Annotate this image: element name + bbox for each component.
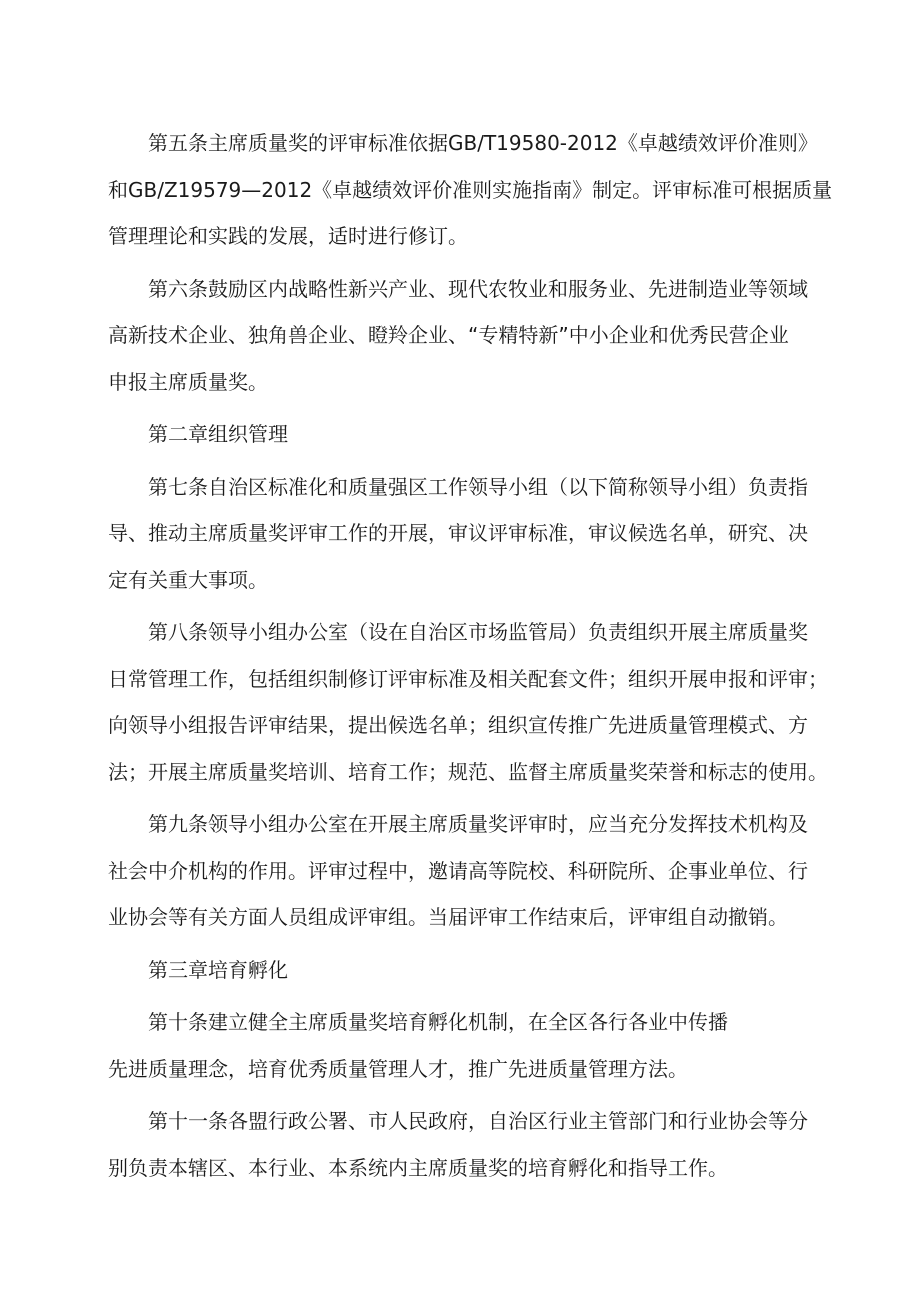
article-7	[108, 464, 820, 604]
text-line: 第八条领导小组办公室（设在自治区市场监管局）负责组织开展主席质量奖	[148, 620, 808, 644]
chapter-title: 第三章培育孵化	[148, 957, 288, 982]
article-11	[108, 1098, 820, 1191]
text-line: 别负责本辖区、本行业、本系统内主席质量奖的培育孵化和指导工作。	[108, 1155, 728, 1180]
text-line: 和GB/Z19579—2012《卓越绩效评价准则实施指南》制定。评审标准可根据质量	[108, 177, 833, 202]
text-line: 第十条建立健全主席质量奖培育孵化机制，在全区各行各业中传播	[148, 1010, 728, 1034]
text-line: 先进质量理念，培育优秀质量管理人才，推广先进质量管理方法。	[108, 1056, 688, 1081]
text-line: 社会中介机构的作用。评审过程中，邀请高等院校、科研院所、企事业单位、行	[108, 858, 808, 883]
text-line: 导、推动主席质量奖评审工作的开展，审议评审标准，审议候选名单，研究、决	[108, 521, 808, 545]
article-10	[108, 999, 820, 1092]
text-line: 第六条鼓励区内战略性新兴产业、现代农牧业和服务业、先进制造业等领域	[148, 276, 808, 301]
text-line: 定有关重大事项。	[108, 567, 268, 592]
chapter-2-heading	[108, 411, 820, 458]
text-line: 第七条自治区标准化和质量强区工作领导小组（以下简称领导小组）负责指	[148, 474, 808, 499]
text-line: 高新技术企业、独角兽企业、瞪羚企业、“专精特新”中小企业和优秀民营企业	[108, 323, 789, 347]
text-line: 管理理论和实践的发展，适时进行修订。	[108, 224, 468, 248]
text-line: 业协会等有关方面人员组成评审组。当届评审工作结束后，评审组自动撤销。	[108, 905, 788, 929]
text-line: 第五条主席质量奖的评审标准依据GB/T19580-2012《卓越绩效评价准则》	[148, 131, 818, 155]
text-line: 法；开展主席质量奖培训、培育工作；规范、监督主席质量奖荣誉和标志的使用。	[108, 759, 828, 784]
text-line: 日常管理工作，包括组织制修订评审标准及相关配套文件；组织开展申报和评审；	[108, 666, 828, 691]
text-line: 第十一条各盟行政公署、市人民政府，自治区行业主管部门和行业协会等分	[148, 1109, 808, 1133]
article-8	[108, 609, 828, 795]
chapter-3-heading	[108, 947, 820, 994]
chapter-title: 第二章组织管理	[148, 422, 288, 446]
article-6	[108, 266, 820, 406]
text-line: 向领导小组报告评审结果，提出候选名单；组织宣传推广先进质量管理模式、方	[108, 713, 808, 737]
document-body	[108, 120, 833, 1197]
text-line: 申报主席质量奖。	[108, 369, 268, 394]
article-5	[108, 120, 833, 260]
text-line: 第九条领导小组办公室在开展主席质量奖评审时，应当充分发挥技术机构及	[148, 812, 808, 836]
article-9	[108, 801, 820, 941]
